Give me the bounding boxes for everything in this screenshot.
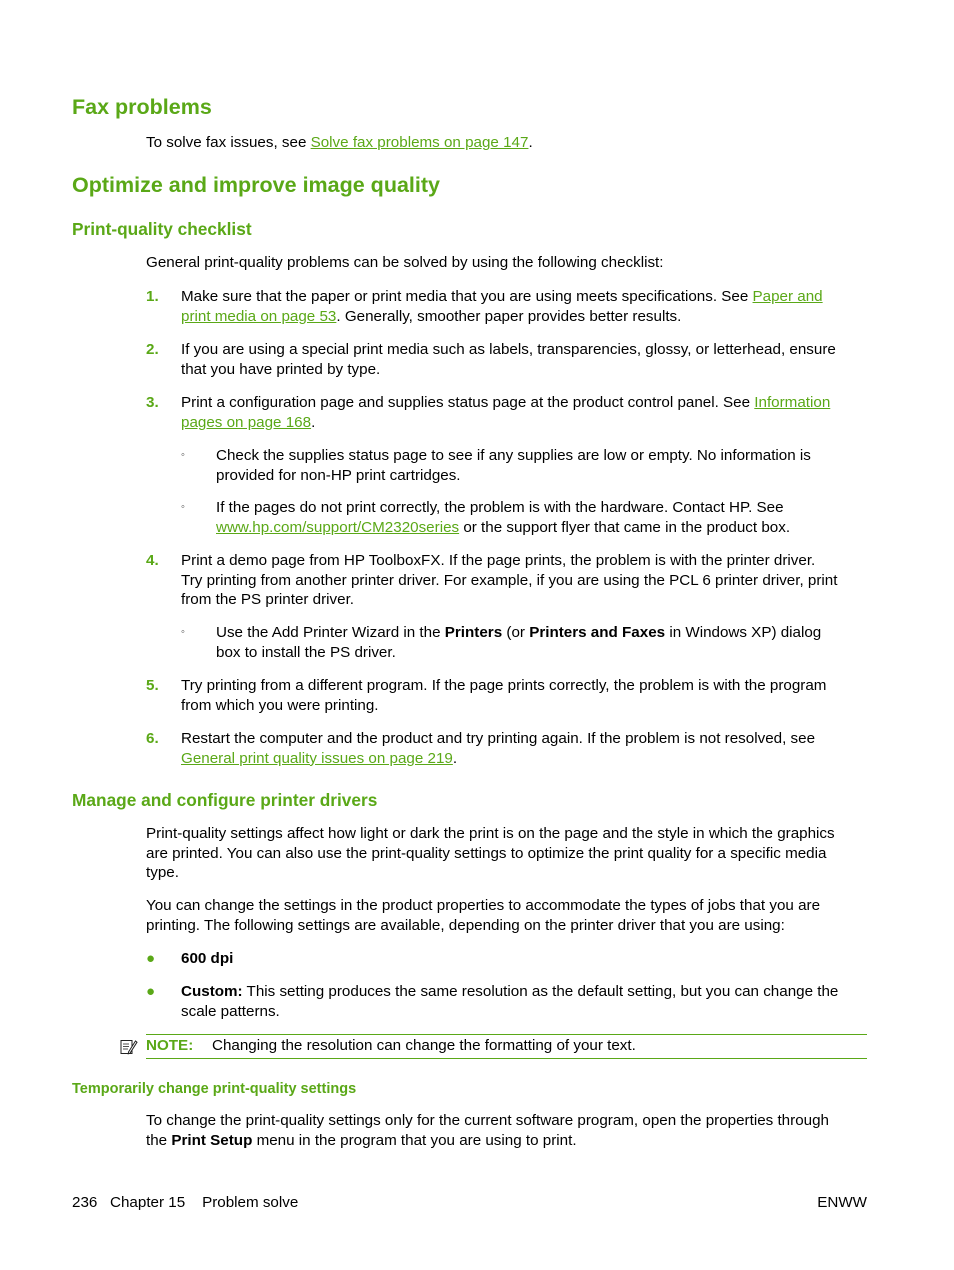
note-top-rule — [146, 1034, 867, 1035]
sub-bullet-icon: ◦ — [181, 501, 185, 513]
page-number: 236 — [72, 1194, 98, 1211]
item-number: 1. — [146, 288, 159, 305]
footer-left — [72, 1193, 298, 1213]
information-pages-link-cont[interactable]: pages on page 168 — [181, 413, 312, 431]
checklist-item-5: Try printing from a different program. If the page prints correctly, the problem is with the program from which you were printing. — [181, 677, 827, 714]
bullet-icon: ● — [146, 983, 156, 1000]
drivers-paragraph-1: Print-quality settings affect how light or dark the print is on the page and the style in which the graphics are printed. You can also use the print-quality settings to optimize the print quality for a specific media type. — [146, 825, 835, 882]
sub-item-hardware: If the pages do not print correctly, the problem is with the hardware. Contact HP. See www.hp.com/support/CM2320series or the support flyer that came in the product box. — [216, 499, 791, 536]
temp-paragraph: To change the print-quality settings only for the current software program, open the properties through the Print Setup menu in the program that you are using to print. — [146, 1112, 829, 1149]
bullet-600dpi: 600 dpi — [181, 950, 234, 967]
optimize-heading: Optimize and improve image quality — [72, 173, 440, 197]
note-label: NOTE: — [146, 1037, 194, 1054]
checklist-item-2: If you are using a special print media such as labels, transparencies, glossy, or letterhead, ensure that you have printed by type. — [181, 341, 836, 378]
footer-right: ENWW — [817, 1194, 867, 1211]
note-icon — [119, 1037, 139, 1057]
note-bottom-rule — [146, 1058, 867, 1059]
checklist-intro: General print-quality problems can be solved by using the following checklist: — [146, 254, 664, 271]
checklist-item-6: Restart the computer and the product and try printing again. If the problem is not resolved, see General print quality issues on page 219. — [181, 730, 816, 767]
hp-support-link[interactable]: www.hp.com/support/CM2320series — [216, 518, 460, 536]
item-number: 5. — [146, 677, 159, 694]
bullet-icon: ● — [146, 950, 156, 967]
fax-problems-heading: Fax problems — [72, 95, 212, 119]
item-number: 3. — [146, 394, 159, 411]
section-label: Problem solve — [202, 1194, 299, 1211]
drivers-paragraph-2: You can change the settings in the product properties to accommodate the types of jobs that you are printing. The following settings are available, depending on the printer driver that you are using: — [146, 897, 821, 934]
checklist-heading: Print-quality checklist — [72, 219, 252, 239]
fax-link[interactable]: Solve fax problems on page 147 — [310, 134, 529, 151]
chapter-label: Chapter 15 — [110, 1194, 186, 1211]
checklist-item-1: Make sure that the paper or print media that you are using meets specifications. See Paper and print media on page 53. Generally, smoother paper provides better results. — [181, 288, 823, 325]
item-number: 2. — [146, 341, 159, 358]
sub-item-supplies: Check the supplies status page to see if any supplies are low or empty. No information is provided for non-HP print cartridges. — [216, 447, 811, 484]
paper-media-link-cont[interactable]: print media on page 53 — [181, 307, 337, 325]
item-number: 6. — [146, 730, 159, 747]
paper-media-link[interactable]: Paper and — [752, 288, 823, 305]
general-print-quality-link[interactable]: General print quality issues on page 219 — [181, 749, 453, 767]
sub-item-add-printer: Use the Add Printer Wizard in the Printers (or Printers and Faxes in Windows XP) dialog box to install the PS driver. — [216, 624, 822, 661]
note-text: Changing the resolution can change the formatting of your text. — [212, 1037, 636, 1054]
checklist-item-3: Print a configuration page and supplies status page at the product control panel. See Information pages on page 168. — [181, 394, 831, 431]
bullet-custom: Custom: This setting produces the same resolution as the default setting, but you can change the scale patterns. — [181, 983, 839, 1020]
temp-heading: Temporarily change print-quality settings — [72, 1081, 357, 1097]
checklist-item-4: Print a demo page from HP ToolboxFX. If the page prints, the problem is with the printer driver. Try printing from another printer driver. For example, if you are using the PCL 6 printer driver, print from the PS printer driver. — [181, 552, 838, 609]
item-number: 4. — [146, 552, 159, 569]
sub-bullet-icon: ◦ — [181, 626, 185, 638]
drivers-heading: Manage and configure printer drivers — [72, 790, 378, 810]
information-pages-link[interactable]: Information — [754, 394, 831, 411]
sub-bullet-icon: ◦ — [181, 449, 185, 461]
fax-paragraph: To solve fax issues, see Solve fax problems on page 147. — [146, 134, 533, 151]
